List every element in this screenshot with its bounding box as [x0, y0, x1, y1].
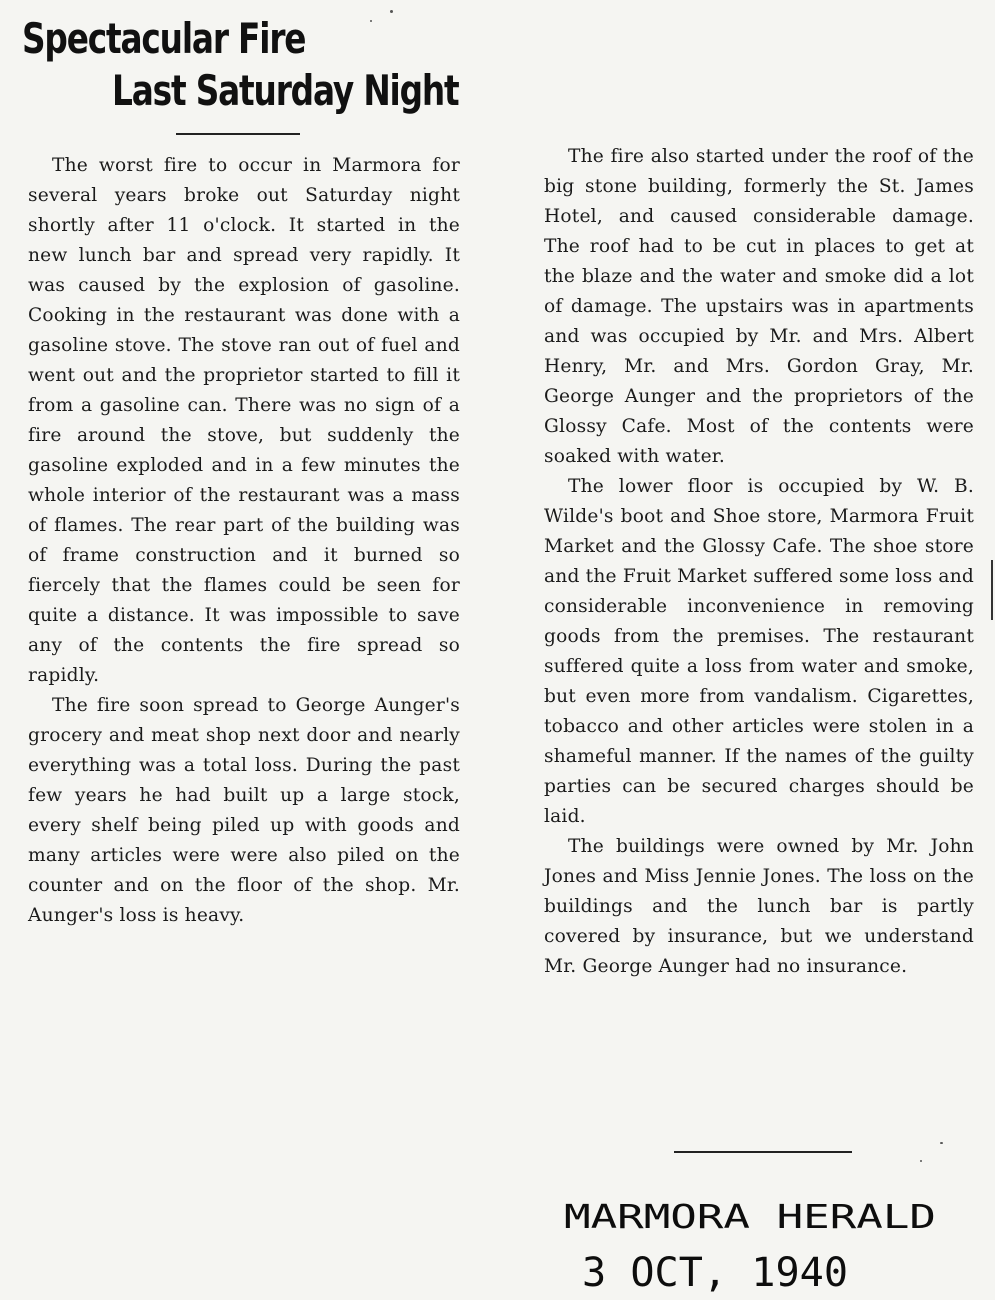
headline-line-2: Last Saturday Night [112, 66, 459, 115]
article-column-right [544, 142, 974, 982]
paragraph-5: The buildings were owned by Mr. John Jones and Miss Jennie Jones. The loss on the buildings and the lunch bar is partly covered by insurance, but we understand Mr. George Aunger had no insurance. [544, 836, 974, 977]
handwritten-source-note [564, 1190, 964, 1300]
print-speck [940, 1142, 943, 1144]
print-speck [370, 20, 372, 22]
paragraph-4: The lower floor is occupied by W. B. Wilde's boot and Shoe store, Marmora Fruit Market and the Glossy Cafe. The shoe store and the Fruit Market suffered some loss and considerable inconvenience in removing goods from the premises. The restaurant suffered quite a loss from water and smoke, but even more from vandalism. Cigarettes, tobacco and other articles were stolen in a shameful manner. If the names of the guilty parties can be secured charges should be laid. [544, 476, 974, 827]
column-edge-mark [991, 560, 993, 620]
headline-divider [176, 133, 300, 135]
paragraph-2: The fire soon spread to George Aunger's grocery and meat shop next door and nearly everything was a total loss. During the past few years he had built up a large stock, every shelf being piled up with goods and many articles were were also piled on the counter and on the floor of the shop. Mr. Aunger's loss is heavy. [28, 695, 460, 926]
print-speck [920, 1160, 922, 1162]
article-end-divider [674, 1151, 852, 1153]
handwritten-source-date: 3 OCT, 1940 [582, 1250, 848, 1296]
headline-line-1: Spectacular Fire [22, 14, 306, 63]
paragraph-3: The fire also started under the roof of the big stone building, formerly the St. James Hotel, and caused considerable damage. The roof had to be cut in places to get at the blaze and the water and smoke did a lot of damage. The upstairs was in apartments and was occupied by Mr. and Mrs. Albert Henry, Mr. and Mrs. Gordon Gray, Mr. George Aunger and the proprietors of the Glossy Cafe. Most of the contents were soaked with water. [544, 146, 974, 467]
handwritten-source-name: MARMORA HERALD [564, 1197, 936, 1236]
article-column-left [28, 151, 460, 931]
print-speck [390, 10, 393, 13]
paragraph-1: The worst fire to occur in Marmora for several years broke out Saturday night shortly after 11 o'clock. It started in the new lunch bar and spread very rapidly. It was caused by the explosion of gasoline. Cooking in the restaurant was done with a gasoline stove. The stove ran out of fuel and went out and the proprietor started to fill it from a gasoline can. There was no sign of a fire around the stove, but suddenly the gasoline exploded and in a few minutes the whole interior of the restaurant was a mass of flames. The rear part of the building was of frame construction and it burned so fiercely that the flames could be seen for quite a distance. It was impossible to save any of the contents the fire spread so rapidly. [28, 155, 460, 686]
